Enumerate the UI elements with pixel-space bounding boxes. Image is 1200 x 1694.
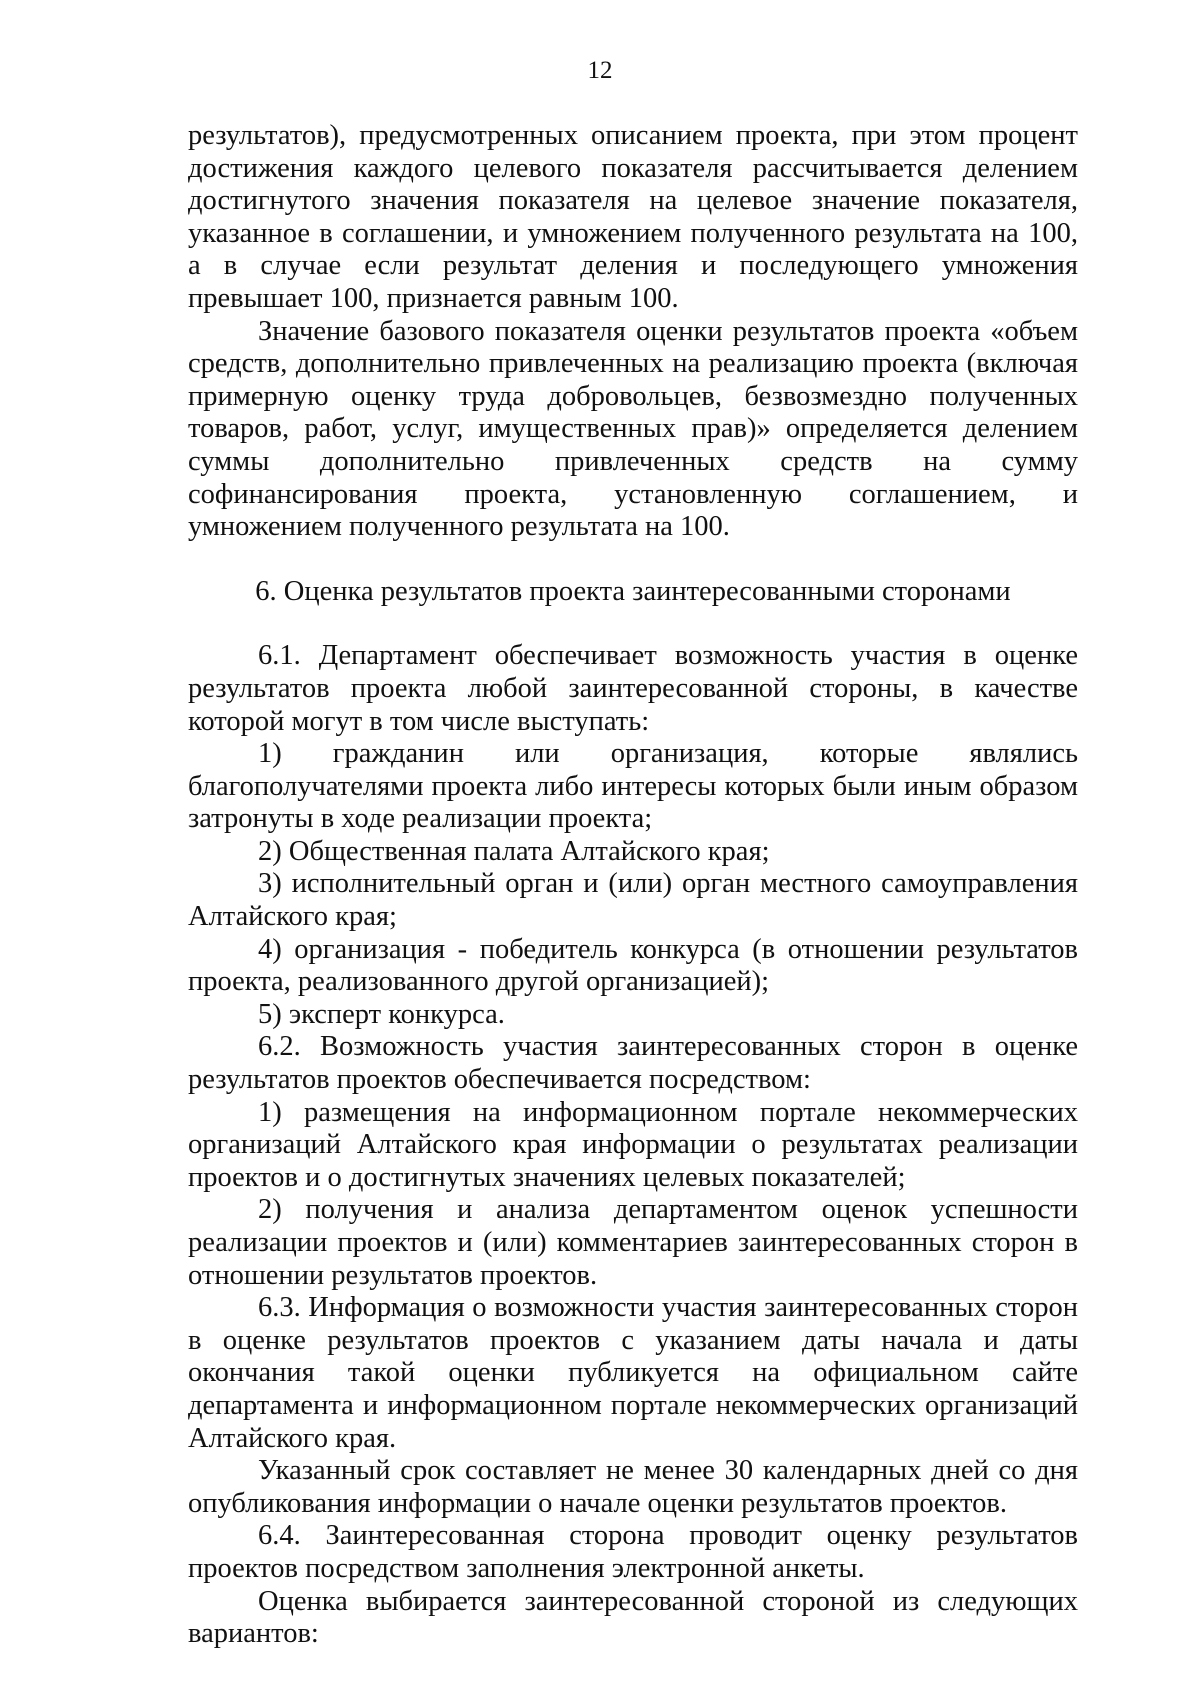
page-number: 12	[587, 57, 613, 84]
list-item-6-1-4: 4) организация - победитель конкурса (в отношении результатов проекта, реализованного другой организацией);	[188, 933, 1078, 998]
paragraph-continuation: результатов), предусмотренных описанием проекта, при этом процент достижения каждого целевого показателя рассчитывается делением достигнутого значения показателя на целевое значение показателя, указанное в соглашении, и умножением полученного результата на 100, а в случае если результат деления и последующего умножения превышает 100, признается равным 100.	[188, 120, 1078, 314]
paragraph-options: Оценка выбирается заинтересованной стороной из следующих вариантов:	[188, 1585, 1078, 1650]
list-item-6-1-3: 3) исполнительный орган и (или) орган местного самоуправления Алтайского края;	[188, 868, 1078, 933]
list-item-6-1-5: 5) эксперт конкурса.	[258, 998, 505, 1030]
section-heading: 6. Оценка результатов проекта заинтересованными сторонами	[255, 575, 1011, 607]
list-item-6-1-1: 1) гражданин или организация, которые являлись благополучателями проекта либо интересы которых были иным образом затронуты в ходе реализации проекта;	[188, 738, 1078, 835]
paragraph-term: Указанный срок составляет не менее 30 календарных дней со дня опубликования информации о начале оценки результатов проектов.	[188, 1455, 1078, 1519]
clause-6-4: 6.4. Заинтересованная сторона проводит оценку результатов проектов посредством заполнения электронной анкеты.	[188, 1520, 1078, 1584]
paragraph-base-indicator: Значение базового показателя оценки результатов проекта «объем средств, дополнительно привлеченных на реализацию проекта (включая примерную оценку труда добровольцев, безвозмездно полученных товаров, работ, услуг, имущественных прав)» определяется делением суммы дополнительно привлеченных средств на сумму софинансирования проекта, установленную соглашением, и умножением полученного результата на 100.	[188, 315, 1078, 543]
clause-6-2: 6.2. Возможность участия заинтересованных сторон в оценке результатов проектов обеспечивается посредством:	[188, 1031, 1078, 1096]
list-item-6-2-2: 2) получения и анализа департаментом оценок успешности реализации проектов и (или) комментариев заинтересованных сторон в отношении результатов проектов.	[188, 1194, 1078, 1291]
document-body	[188, 120, 1078, 1651]
clause-6-3: 6.3. Информация о возможности участия заинтересованных сторон в оценке результатов проектов с указанием даты начала и даты окончания такой оценки публикуется на официальном сайте департамента и информационном портале некоммерческих организаций Алтайского края.	[188, 1292, 1078, 1454]
list-item-6-1-2: 2) Общественная палата Алтайского края;	[258, 835, 770, 867]
clause-6-1: 6.1. Департамент обеспечивает возможность участия в оценке результатов проекта любой заинтересованной стороны, в качестве которой могут в том числе выступать:	[188, 640, 1078, 737]
list-item-6-2-1: 1) размещения на информационном портале некоммерческих организаций Алтайского края информации о результатах реализации проектов и о достигнутых значениях целевых показателей;	[188, 1096, 1078, 1193]
